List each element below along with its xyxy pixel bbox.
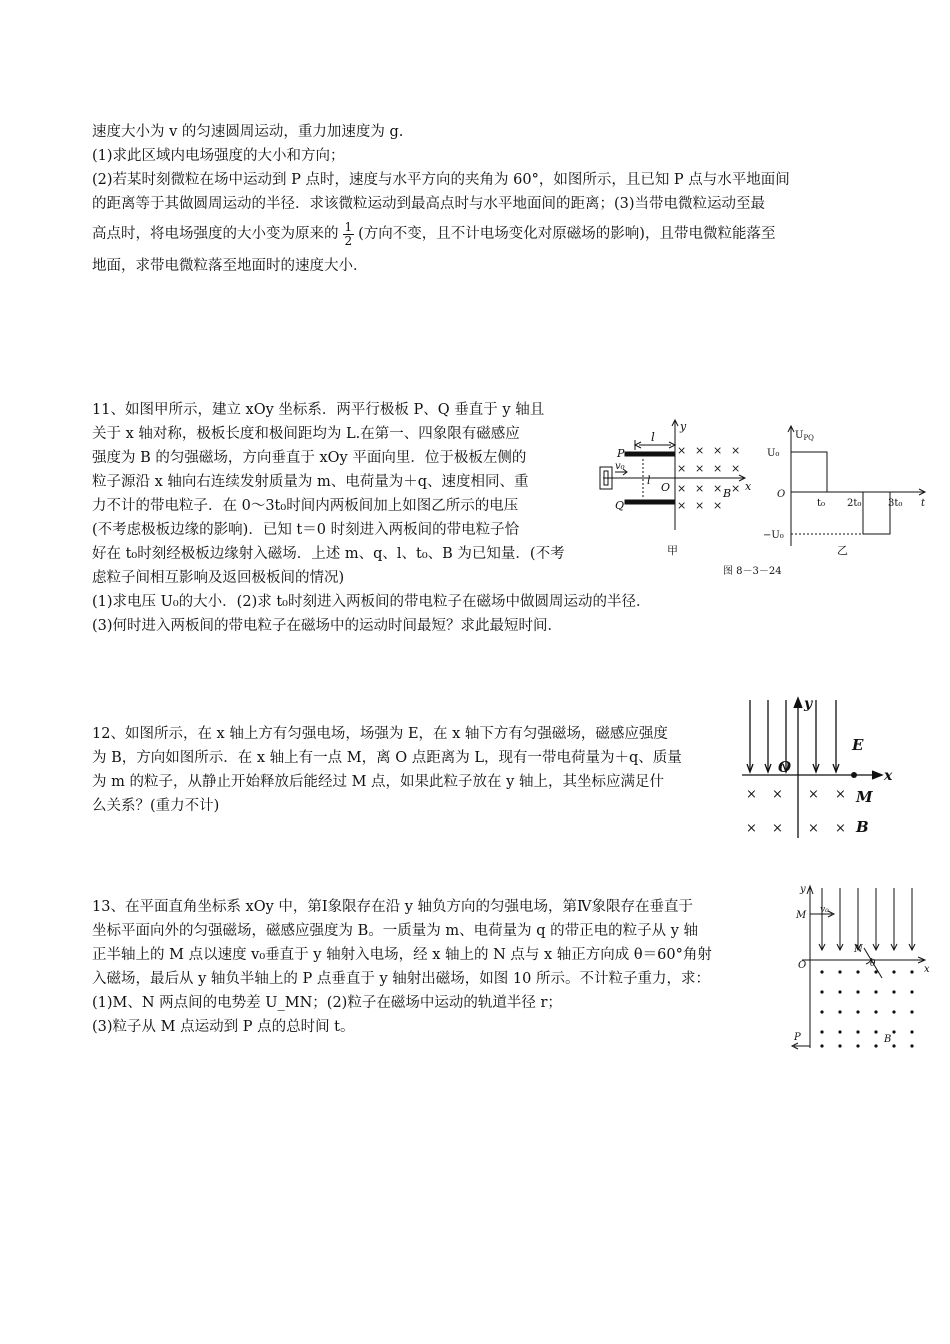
intro-line (92, 216, 790, 252)
label-m: M (796, 910, 807, 921)
intro-line: 地面，求带电微粒落至地面时的速度大小． (92, 258, 368, 274)
cross-mark: × (731, 462, 741, 475)
q13-line: (3)粒子从 M 点运动到 P 点的总时间 t。 (92, 1019, 355, 1035)
q11-line: 力不计的带电粒子．在 0～3t₀时间内两板间加上如图乙所示的电压 (92, 498, 519, 514)
label-t-axis: t (921, 498, 926, 509)
label-upq (795, 430, 814, 442)
intro-text-part: (方向不变，且不计电场变化对原磁场的影响)，且带电微粒能落至 (358, 226, 776, 242)
cross-mark: × (731, 482, 741, 495)
cross-mark: × (746, 821, 757, 836)
intro-line: 的距离等于其做圆周运动的半径．求该微粒运动到最高点时与水平地面间的距离；(3)当带电微粒运动至最 (92, 196, 766, 212)
label-plate-p: P (617, 447, 625, 460)
cross-mark: × (713, 462, 723, 475)
cross-mark: × (731, 444, 741, 457)
label-b: B (723, 487, 732, 500)
intro-line: (1)求此区域内电场强度的大小和方向； (92, 148, 345, 164)
label-x-axis: x (745, 480, 752, 493)
q11-line: 强度为 B 的匀强磁场，方向垂直于 xOy 平面向里．位于极板左侧的 (92, 450, 527, 466)
label-y-axis: y (800, 884, 806, 895)
q11-line: (3)何时进入两板间的带电粒子在磁场中的运动时间最短？求此最短时间． (92, 618, 563, 634)
label-neg-u0: −U₀ (763, 530, 784, 541)
cross-mark: × (713, 482, 723, 495)
q13-line: (1)M、N 两点间的电势差 U_MN；(2)粒子在磁场中运动的轨道半径 r； (92, 995, 562, 1011)
q13-line: 入磁场，最后从 y 轴负半轴上的 P 点垂直于 y 轴射出磁场，如图 10 所示。不计粒子重力，求： (92, 971, 710, 987)
label-l-gap: l (647, 474, 651, 487)
label-upq-sub: PQ (803, 434, 814, 442)
label-l-top: l (651, 430, 655, 444)
q13-line: 正半轴上的 M 点以速度 v₀垂直于 y 轴射入电场，经 x 轴上的 N 点与 x 轴正方向成 θ＝60°角射 (92, 947, 712, 963)
q11-line: 虑粒子间相互影响及返回极板间的情况) (92, 570, 345, 586)
q11-line: 粒子源沿 x 轴向右连续发射质量为 m、电荷量为＋q、速度相同、重 (92, 474, 529, 490)
question-11 (92, 398, 650, 638)
point-m (851, 772, 857, 778)
intro-text (92, 120, 790, 278)
cross-mark: × (677, 462, 687, 475)
q12-line: 为 B，方向如图所示．在 x 轴上有一点 M，离 O 点距离为 L，现有一带电荷量为＋q、质量 (92, 750, 682, 766)
q13-line: 13、在平面直角坐标系 xOy 中，第Ⅰ象限存在沿 y 轴负方向的匀强电场，第Ⅳ象限存在垂直于 (92, 899, 694, 915)
cross-mark: × (713, 499, 723, 512)
intro-line: (2)若某时刻微粒在场中运动到 P 点时，速度与水平方向的夹角为 60°，如图所示，且已知 P 点与水平地面间 (92, 172, 790, 188)
figure-12-lines (742, 698, 882, 838)
q12-line: 么关系？(重力不计) (92, 798, 220, 814)
label-theta: θ (870, 959, 876, 969)
label-upq-main: U (795, 430, 804, 441)
label-t0: t₀ (817, 498, 826, 509)
cross-mark: × (695, 444, 705, 457)
label-e: E (852, 736, 864, 754)
figure-11-yi (788, 426, 925, 546)
q12-line: 为 m 的粒子，从静止开始释放后能经过 M 点，如果此粒子放在 y 轴上，其坐标应满足什 (92, 774, 664, 790)
label-b: B (856, 818, 869, 836)
question-12 (92, 722, 682, 818)
question-13 (92, 895, 712, 1039)
figure-12 (740, 692, 900, 842)
cross-mark: × (835, 787, 846, 802)
figure-11 (595, 412, 935, 592)
figure-12-crosses (746, 787, 846, 836)
label-y-axis: y (680, 420, 687, 433)
intro-text-part: 高点时，将电场强度的大小变为原来的 (92, 226, 339, 242)
cross-mark: × (746, 787, 757, 802)
q11-line: 关于 x 轴对称，极板长度和极间距均为 L.在第一、四象限有磁感应 (92, 426, 520, 442)
label-plate-q: Q (615, 499, 625, 512)
cross-mark: × (835, 821, 846, 836)
label-v0: v₀ (820, 905, 829, 915)
cross-mark: × (808, 821, 819, 836)
q11-line: (不考虑极板边缘的影响)．已知 t＝0 时刻进入两板间的带电粒子恰 (92, 522, 520, 538)
label-b: B (884, 1034, 892, 1045)
figure-13-dots (820, 970, 913, 1047)
label-yi: 乙 (837, 544, 848, 557)
intro-line: 速度大小为 v 的匀速圆周运动，重力加速度为 g. (92, 124, 404, 140)
figure-11-jia (600, 420, 745, 530)
cross-mark: × (677, 444, 687, 457)
label-x-axis: x (884, 768, 893, 784)
fraction-numerator: 1 (344, 219, 353, 234)
cross-mark: × (695, 499, 705, 512)
cross-mark: × (677, 499, 687, 512)
label-origin-o: O (798, 960, 807, 971)
q11-line: (1)求电压 U₀的大小．(2)求 t₀时刻进入两板间的带电粒子在磁场中做圆周运动的半径． (92, 594, 651, 610)
cross-mark: × (695, 462, 705, 475)
label-x-axis: x (924, 964, 930, 975)
fraction-denominator: 2 (344, 233, 353, 248)
figure-13 (784, 880, 934, 1050)
label-2t0: 2t₀ (847, 498, 862, 509)
figure-13-lines (792, 886, 925, 1049)
cross-mark: × (695, 482, 705, 495)
label-n: N (854, 944, 863, 955)
q12-line: 12、如图所示，在 x 轴上方有匀强电场，场强为 E，在 x 轴下方有匀强磁场，磁感应强度 (92, 726, 668, 742)
q13-line: 坐标平面向外的匀强磁场，磁感应强度为 B。一质量为 m、电荷量为 q 的带正电的粒子从 y 轴 (92, 923, 699, 939)
q11-line: 好在 t₀时刻经极板边缘射入磁场．上述 m、q、l、t₀、B 为已知量．(不考 (92, 546, 565, 562)
label-origin-o: O (778, 758, 792, 776)
fraction (343, 221, 355, 248)
label-u0: U₀ (767, 448, 780, 459)
label-origin-o2: O (777, 489, 786, 500)
q11-line: 11、如图甲所示，建立 xOy 坐标系．两平行极板 P、Q 垂直于 y 轴且 (92, 402, 545, 418)
figure-11-caption: 图 8－3－24 (723, 566, 782, 577)
label-p: P (794, 1032, 801, 1043)
cross-mark: × (713, 444, 723, 457)
label-v0: v₀ (615, 461, 625, 472)
label-3t0: 3t₀ (888, 498, 903, 509)
cross-mark: × (808, 787, 819, 802)
cross-mark: × (772, 787, 783, 802)
label-m: M (856, 788, 873, 806)
label-y-axis: y (804, 696, 813, 712)
label-origin-o: O (661, 481, 671, 494)
label-jia: 甲 (667, 544, 678, 557)
cross-mark: × (677, 482, 687, 495)
cross-mark: × (772, 821, 783, 836)
